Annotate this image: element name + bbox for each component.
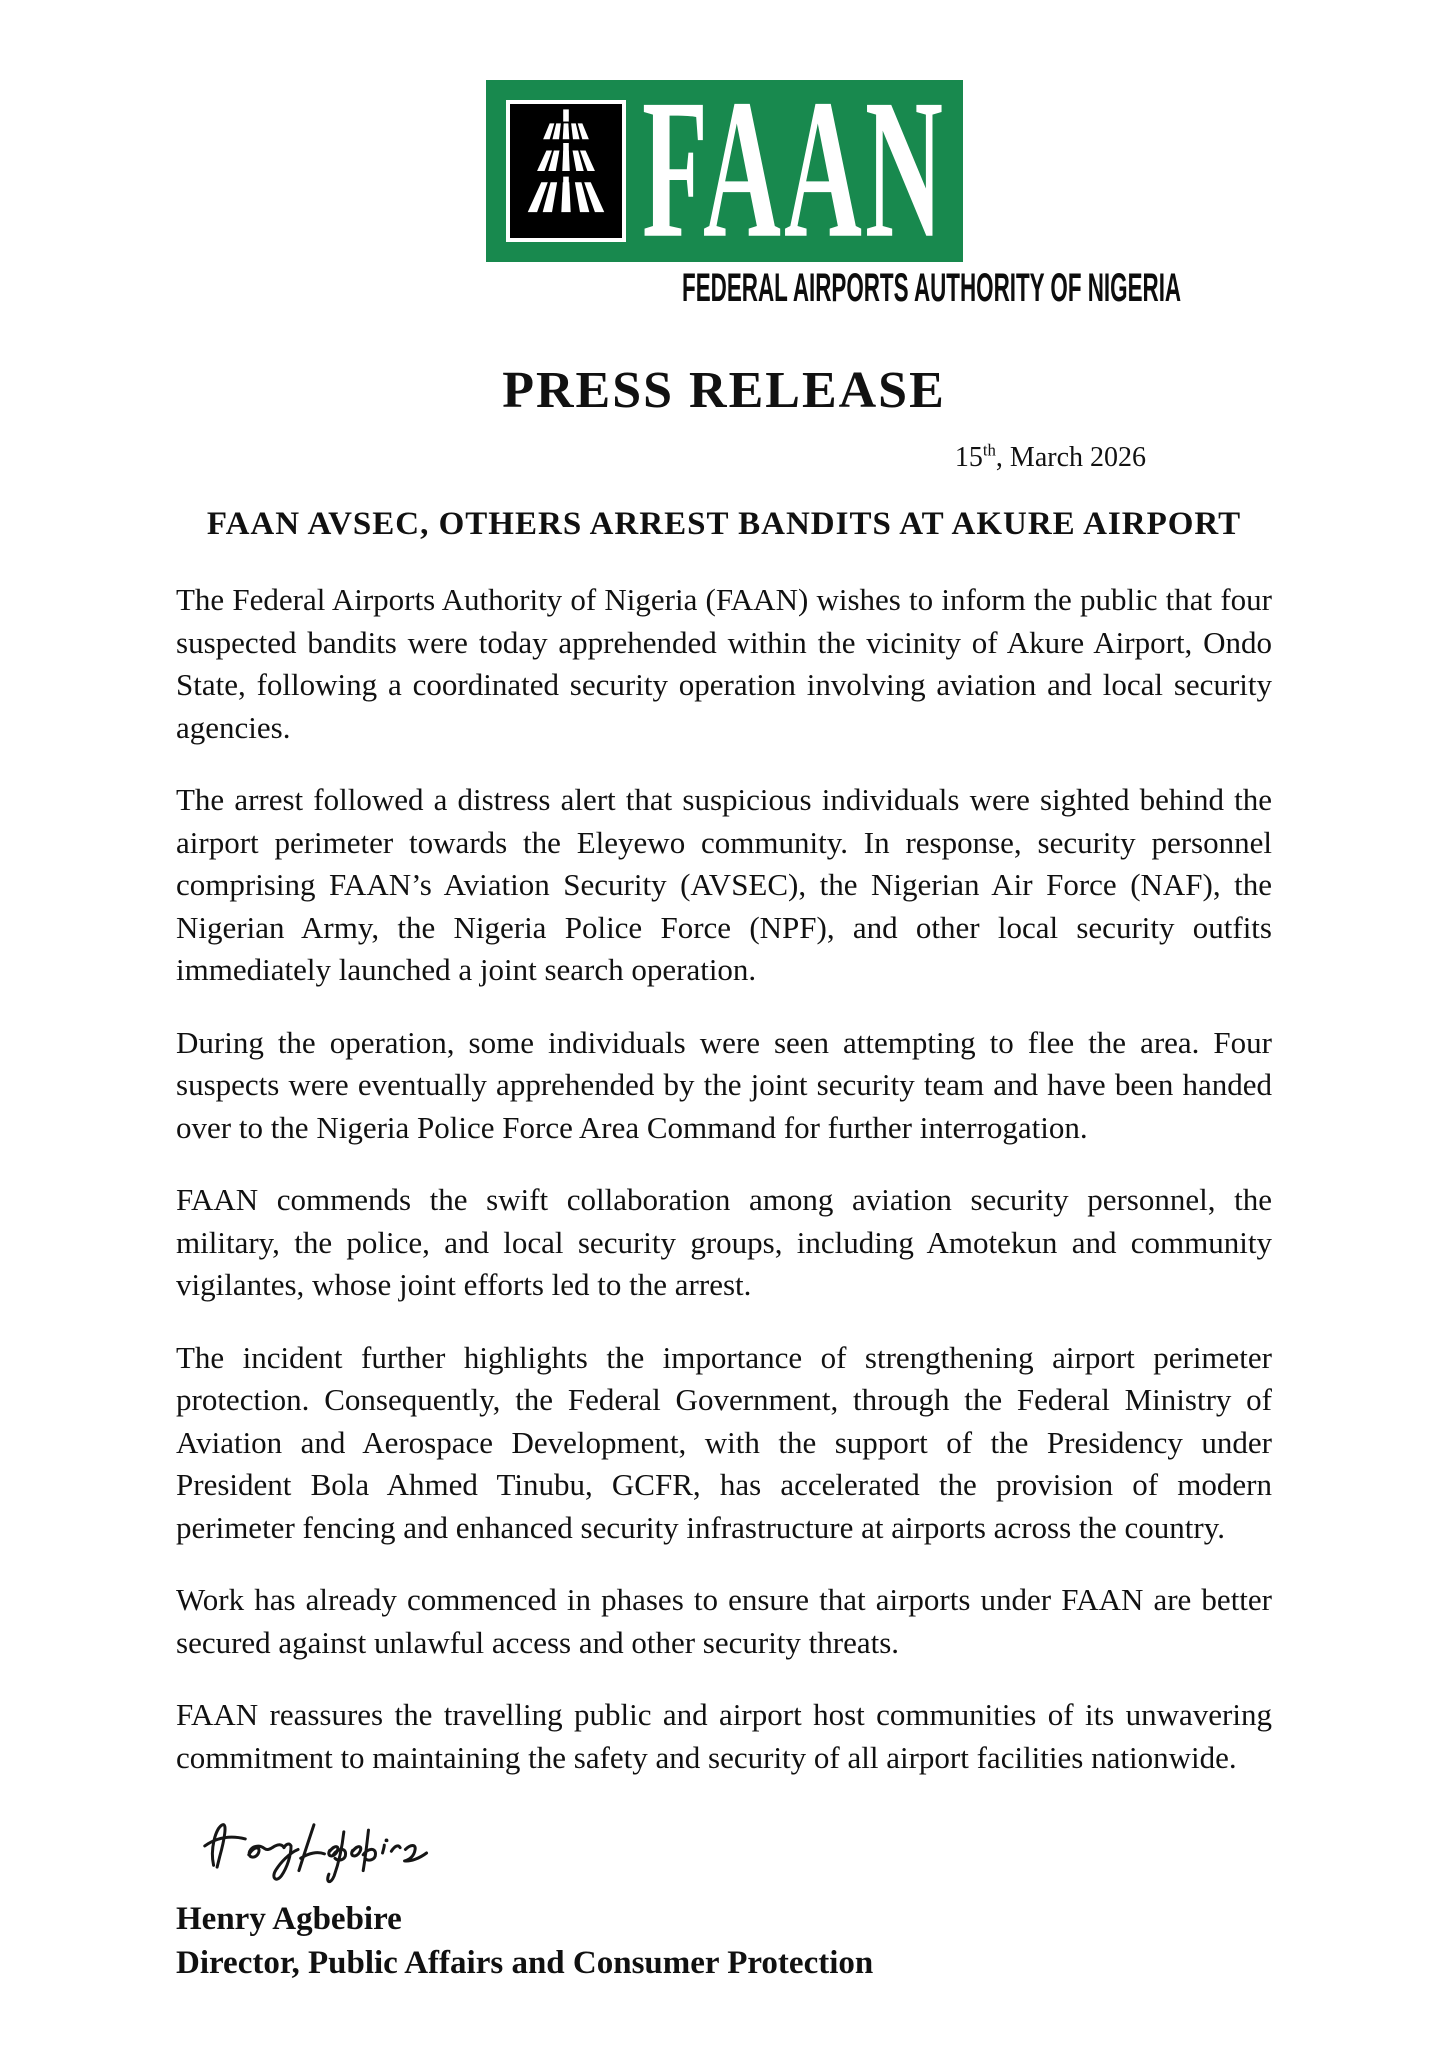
date-ordinal: th (982, 440, 996, 460)
henry-agbebire-signature-image (194, 1809, 469, 1897)
paragraph-4: FAAN commends the swift collaboration among aviation security personnel, the military, the police, and local security groups, including Amotekun and community vigilantes, whose joint efforts led to the arrest. (176, 1182, 1272, 1302)
date-rest: , March 2026 (995, 442, 1146, 473)
paragraph-2: The arrest followed a distress alert that suspicious individuals were sighted behind the airport perimeter towards the Eleyewo community. In response, security personnel comprising FAAN’s Aviation Security (AVSEC), the Nigerian Air Force (NAF), the Nigerian Army, the Nigeria Police Force (NPF), and other local security outfits immediately launched a joint search operation. (176, 782, 1272, 987)
signature-block (176, 1809, 1272, 1985)
faan-wordmark: FAAN (642, 60, 946, 281)
date-line (176, 442, 1272, 474)
org-name-line (486, 266, 1181, 310)
body-text (176, 579, 1272, 1779)
paragraph-5: The incident further highlights the importance of strengthening airport perimeter protection. Consequently, the Federal Government, through the Federal Ministry of Aviation and Aerospace Development, with the support of the Presidency under President Bola Ahmed Tinubu, GCFR, has accelerated the provision of modern perimeter fencing and enhanced security infrastructure at airports across the country. (176, 1339, 1272, 1545)
signatory-title: Director, Public Affairs and Consumer Protection (176, 1945, 874, 1981)
paragraph-6: Work has already commenced in phases to ensure that airports under FAAN are better secured against unlawful access and other security threats. (176, 1582, 1272, 1660)
headline: FAAN AVSEC, OTHERS ARREST BANDITS AT AKURE AIRPORT (206, 506, 1242, 542)
date-day: 15 (954, 442, 983, 473)
signatory-name: Henry Agbebire (176, 1901, 402, 1937)
faan-logo-banner (486, 60, 963, 281)
faan-logo (176, 0, 1272, 309)
runway-icon (506, 100, 626, 242)
paragraph-3: During the operation, some individuals were seen attempting to flee the area. Four suspects were eventually apprehended by the joint security team and have been handed over to the Nigeria Police Force Area Command for further interrogation. (176, 1024, 1272, 1145)
paragraph-7: FAAN reassures the travelling public and airport host communities of its unwavering commitment to maintaining the safety and security of all airport facilities nationwide. (176, 1697, 1272, 1775)
press-release-title: PRESS RELEASE (502, 362, 946, 419)
paragraph-1: The Federal Airports Authority of Nigeria (FAAN) wishes to inform the public that four suspected bandits were today apprehended within the vicinity of Akure Airport, Ondo State, following a coordinated security operation involving aviation and local security agencies. (176, 582, 1272, 745)
org-name: FEDERAL AIRPORTS AUTHORITY OF NIGERIA (681, 266, 1181, 310)
faan-wordmark-wrap (626, 60, 963, 281)
